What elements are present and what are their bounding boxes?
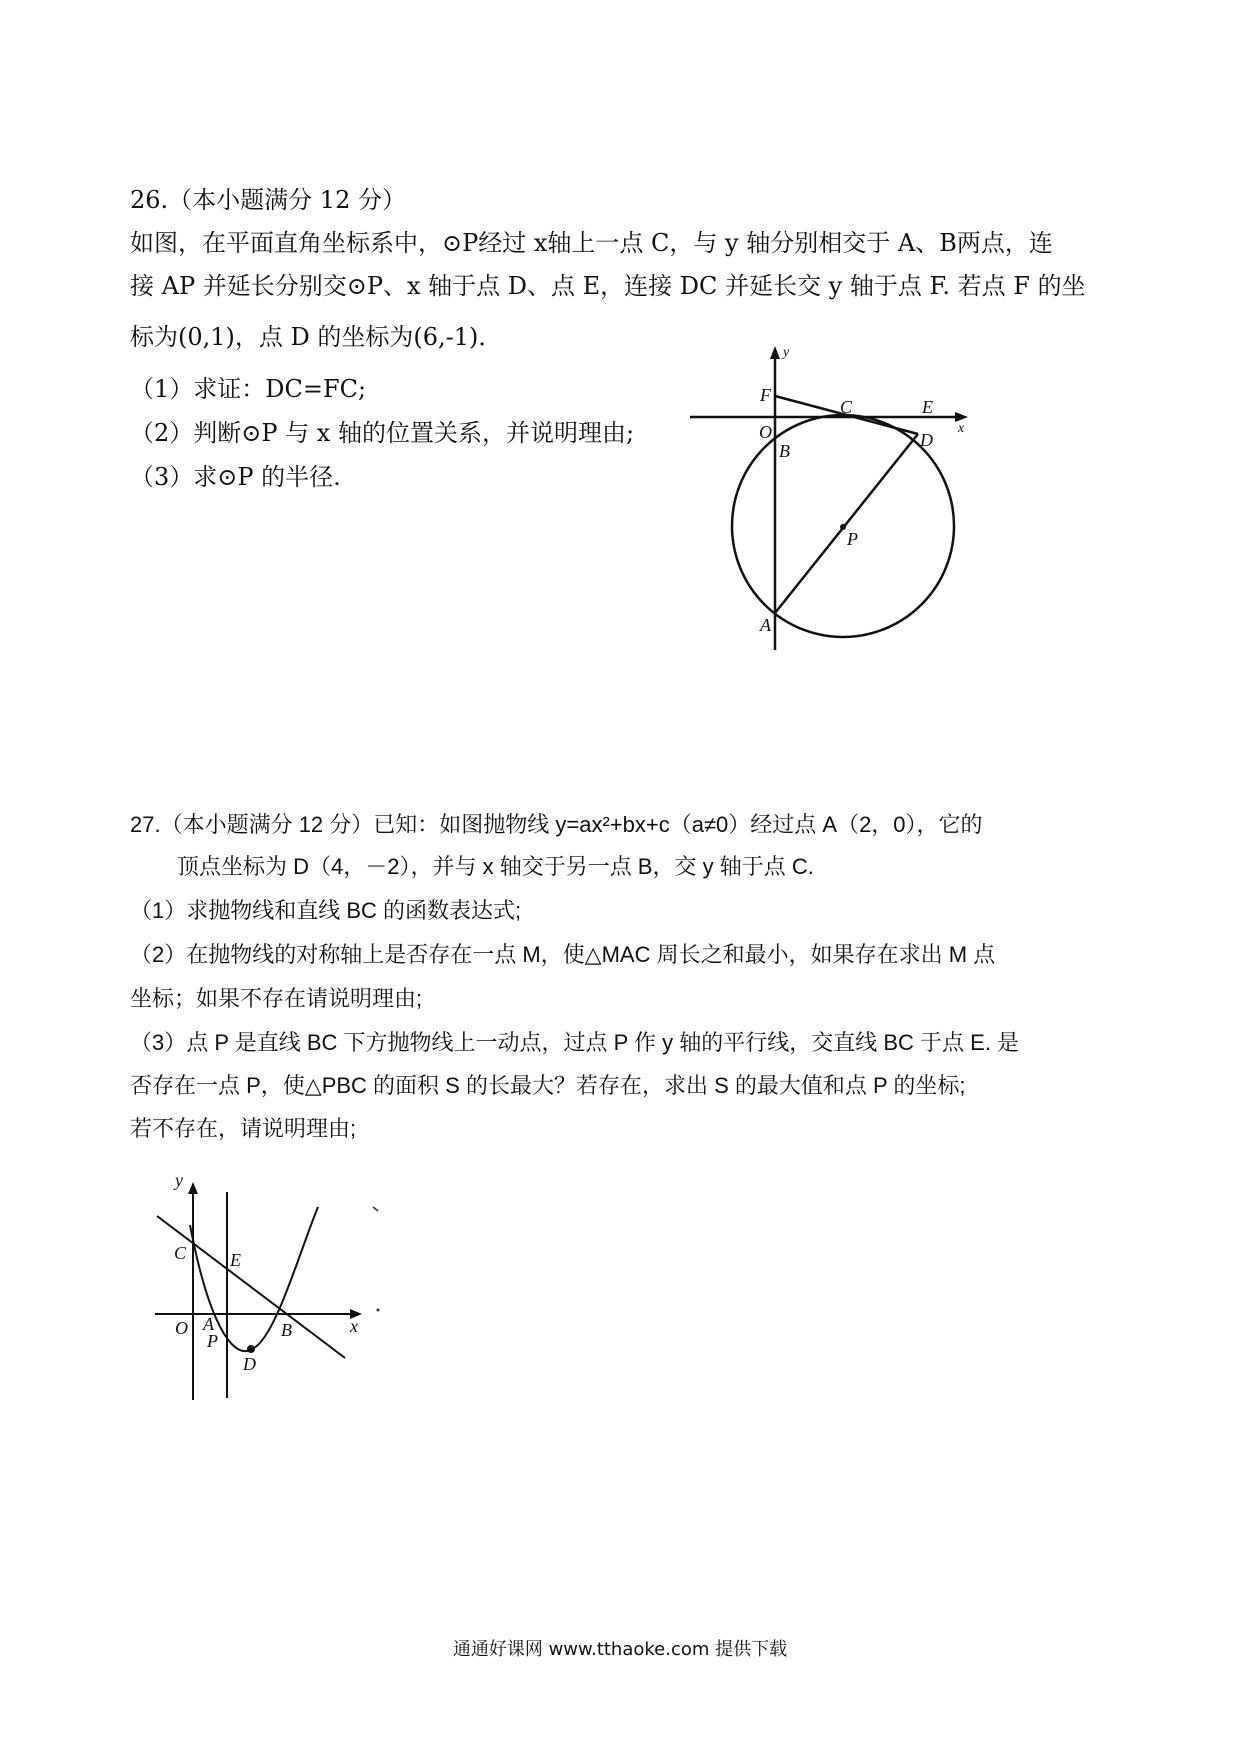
- q26-label-o: O: [759, 422, 772, 442]
- q26-line-ad: [775, 434, 918, 613]
- q27-label-y: y: [175, 1170, 183, 1190]
- q27-label-o: O: [175, 1318, 188, 1338]
- page-footer: 通通好课网 www.tthaoke.com 提供下载: [452, 1639, 788, 1660]
- q27-label-p: P: [207, 1331, 218, 1351]
- q26-label-c: C: [840, 397, 853, 417]
- q27-vertex-d: [247, 1345, 255, 1353]
- q26-stem-line1: 如图，在平面直角坐标系中，⊙P经过 x轴上一点 C，与 y 轴分别相交于 A、B两点，连: [130, 229, 1053, 257]
- q26-stem-line3: 标为(0,1)，点 D 的坐标为(6,-1)．: [130, 323, 503, 351]
- q27-part3-line2: 否存在一点 P，使△PBC 的面积 S 的长最大？若存在，求出 S 的最大值和点 P 的坐标;: [130, 1073, 966, 1098]
- q26-label-e: E: [922, 397, 933, 417]
- q27-line1: 27.（本小题满分 12 分）已知：如图抛物线 y=ax²+bx+c（a≠0）经过点 A（2，0），它的: [130, 812, 983, 837]
- q26-label-x: x: [958, 421, 965, 436]
- q26-label-a: A: [760, 615, 771, 635]
- q27-part3-line3: 若不存在，请说明理由;: [130, 1116, 357, 1141]
- q27-part2-line1: （2）在抛物线的对称轴上是否存在一点 M，使△MAC 周长之和最小，如果存在求出 M 点: [130, 942, 996, 967]
- q27-line2: 顶点坐标为 D（4，－2），并与 x 轴交于另一点 B，交 y 轴于点 C.: [177, 854, 814, 879]
- q27-y-arrow: [188, 1182, 198, 1194]
- q27-label-a: A: [203, 1314, 214, 1334]
- q26-figure: [685, 340, 1005, 660]
- q26-header: 26.（本小题满分 12 分）: [130, 186, 406, 214]
- q27-label-e: E: [230, 1250, 241, 1270]
- q27-figure: [145, 1160, 405, 1410]
- q27-label-x: x: [350, 1316, 358, 1336]
- q26-part3: （3）求⊙P 的半径.: [130, 463, 341, 491]
- q26-label-y: y: [783, 345, 790, 360]
- q27-label-c: C: [174, 1243, 187, 1263]
- q26-part2: （2）判断⊙P 与 x 轴的位置关系，并说明理由;: [130, 419, 635, 447]
- q26-label-d: D: [920, 430, 933, 450]
- q26-stem-line2: 接 AP 并延长分别交⊙P、x 轴于点 D、点 E，连接 DC 并延长交 y 轴于点 F. 若点 F 的坐: [130, 272, 1086, 300]
- q27-part3-line1: （3）点 P 是直线 BC 下方抛物线上一动点，过点 P 作 y 轴的平行线，交直线 BC 于点 E. 是: [130, 1030, 1020, 1055]
- q26-label-f: F: [760, 385, 771, 405]
- q26-part1: （1）求证：DC=FC;: [130, 375, 367, 403]
- q26-center-p: [840, 524, 846, 530]
- q27-part1: （1）求抛物线和直线 BC 的函数表达式;: [130, 898, 522, 923]
- q27-label-b: B: [281, 1320, 292, 1340]
- q26-y-arrow: [770, 346, 780, 359]
- q27-part2-line2: 坐标；如果不存在请说明理由;: [130, 986, 423, 1011]
- q26-label-p: P: [847, 529, 858, 549]
- q26-label-b: B: [779, 441, 790, 461]
- q27-label-d: D: [243, 1354, 256, 1374]
